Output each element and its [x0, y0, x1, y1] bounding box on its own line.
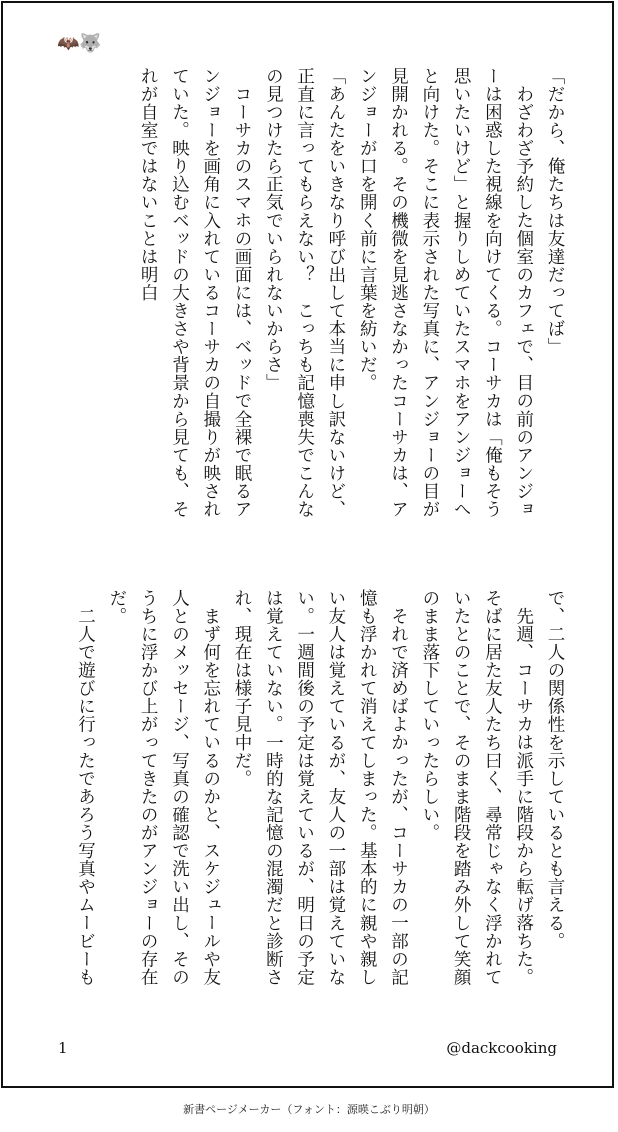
- paragraph: 「あんたをいきなり呼び出して本当に申し訳ないけど、正直に言ってもらえない？ こっちも記憶喪失でこんなの見つけたら正気でいられないからさ」: [263, 67, 346, 519]
- paragraph: それで済めばよかったが、コーサカの一部の記憶も浮かれて消えてしまった。基本的に親や親しい友人は覚えているが、友人の一部は覚えていない。一週間後の予定は覚えているが、明日の予定は覚えていない。一時的な記憶の混濁だと診断され、現在は様子見中だ。: [232, 589, 409, 987]
- paragraph: 「だから、俺たちは友達だってば」: [545, 67, 565, 356]
- paragraph: 二人で遊びに行ったであろう写真やムービーも: [75, 606, 96, 986]
- paragraph: わざわざ予約した個室のカフェで、目の前のアンジョーは困惑した視線を向けてくる。コーサカは「俺もそう思いたいけど」と握りしめていたスマホをアンジョーへと向けた。そこに表示された写真に、アンジョーの目が見開かれる。その機微を見逃さなかったコーサカは、アンジョーが口を開く前に言葉を紡いだ。: [357, 67, 534, 519]
- page-number: 1: [58, 1039, 68, 1057]
- paragraph: 先週、コーサカは派手に階段から転げ落ちた。そばに居た友人たち曰く、尋常じゃなく浮かれていたとのことで、そのまま階段を踏み外して笑顔のまま落下していったらしい。: [419, 589, 534, 987]
- paragraph: で、二人の関係性を示しているとも言える。: [545, 589, 565, 950]
- paragraph: まず何を忘れているのかと、スケジュールや友人とのメッセージ、写真の確認で洗い出し、そのうちに浮かび上がってきたのがアンジョーの存在だ。: [106, 589, 221, 987]
- footer-credit: 新書ページメーカー（フォント：源暎こぶり明朝）: [183, 1103, 435, 1116]
- page-frame: [1, 1, 614, 1088]
- bat-wolf-emoji-icon: 🦇🐺: [57, 33, 102, 54]
- text-column-top: [3, 67, 618, 527]
- paragraph: コーサカのスマホの画面には、ベッドで全裸で眠るアンジョーを画角に入れているコーサカの自撮りが映されていた。映り込むベッドの大きさや背景から見ても、それが自室ではないことは明白: [138, 67, 253, 519]
- author-handle: @dackcooking: [446, 1039, 557, 1057]
- text-column-bottom: [3, 589, 618, 994]
